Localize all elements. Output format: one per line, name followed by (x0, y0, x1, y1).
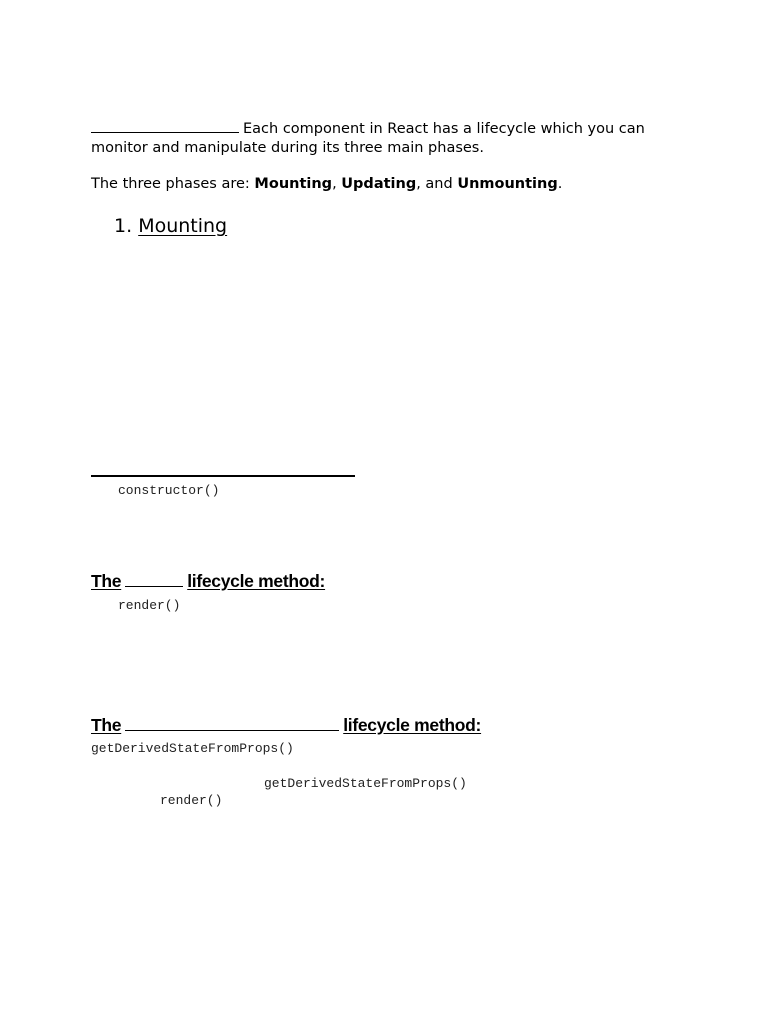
render-heading-blank (125, 585, 183, 587)
section-title: Mounting (138, 215, 228, 237)
derived-code-1: getDerivedStateFromProps() (91, 741, 294, 756)
derived-heading-suffix: lifecycle method: (343, 715, 482, 735)
intro-line-1 (91, 118, 645, 139)
derived-code-3: render() (160, 793, 223, 808)
render-heading-suffix: lifecycle method: (187, 571, 326, 591)
blank-heading-rule (91, 475, 355, 477)
phase-unmounting: Unmounting (457, 176, 558, 192)
intro-line-2: monitor and manipulate during its three main phases. (91, 140, 484, 156)
derived-heading-prefix: The (91, 715, 122, 735)
derived-method-heading (91, 715, 481, 736)
constructor-code: constructor() (118, 483, 220, 498)
section-number: 1. (114, 215, 133, 237)
phases-sentence (91, 174, 562, 194)
phases-prefix: The three phases are: (91, 176, 255, 192)
render-method-heading (91, 571, 325, 592)
derived-code-2: getDerivedStateFromProps() (264, 776, 467, 791)
phase-mounting: Mounting (254, 176, 333, 192)
phase-updating: Updating (341, 176, 417, 192)
phases-sep-2: , and (416, 176, 458, 192)
fill-in-blank (91, 118, 239, 133)
phases-suffix: . (557, 176, 563, 192)
intro-text-1: Each component in React has a lifecycle which you can (243, 121, 645, 137)
derived-heading-blank (125, 729, 339, 731)
section-mounting-heading (114, 215, 227, 237)
render-heading-prefix: The (91, 571, 122, 591)
render-code: render() (118, 598, 181, 613)
phases-sep-1: , (332, 176, 342, 192)
